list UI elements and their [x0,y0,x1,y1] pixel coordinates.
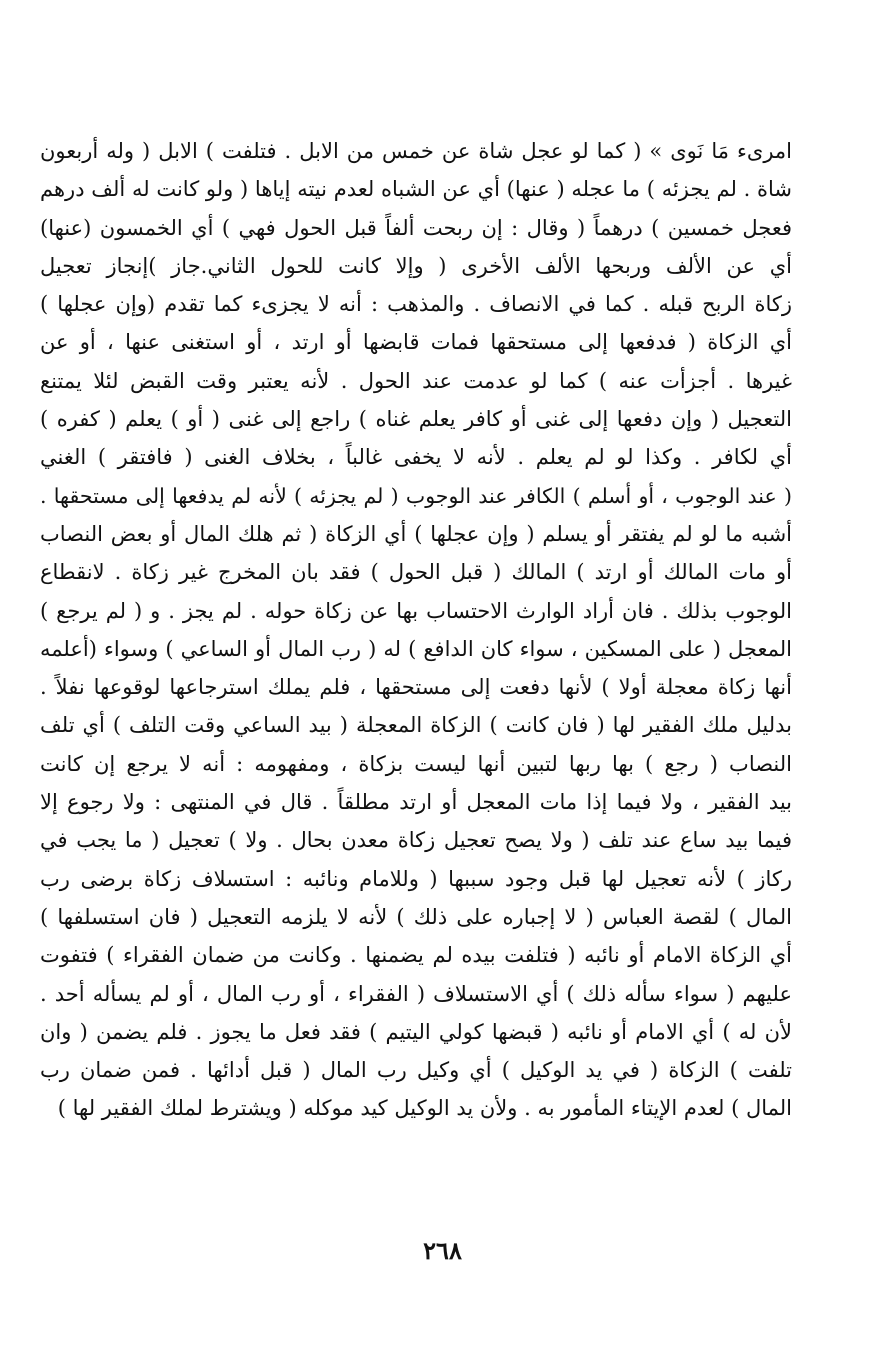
text-line: عليهم ( سواء سأله ذلك ) أي الاستسلاف ( الفقراء ، أو رب المال ، أو لم يسأله أحد . [40,981,792,1006]
text-line: بيد الفقير ، ولا فيما إذا مات المعجل أو ارتد مطلقاً . قال في المنتهى : ولا رجوع إلا [40,790,792,815]
text-line: زكاة الربح قبله . كما في الانصاف . والمذهب : أنه لا يجزىء كما تقدم (وإن عجلها ) [40,292,792,317]
text-line: أنها زكاة معجلة أولا ) لأنها دفعت إلى مستحقها ، فلم يملك استرجاعها لوقوعها نفلاً . [40,675,792,700]
text-line: أي الزكاة ( فدفعها إلى مستحقها فمات قابضها أو ارتد ، أو استغنى عنها ، أو عن [40,330,792,355]
text-line: تلفت ) الزكاة ( في يد الوكيل ) أي وكيل رب المال ( قبل أدائها . فمن ضمان رب [40,1058,792,1083]
text-line: لأن له ) أي الامام أو نائبه ( قبضها كولي اليتيم ) فقد فعل ما يجوز . فلم يضمن ( وان [40,1019,792,1044]
text-line: المعجل ( على المسكين ، سواء كان الدافع ) له ( رب المال أو الساعي ) وسواء (أعلمه [40,636,792,661]
text-line: غيرها . أجزأت عنه ) كما لو عدمت عند الحول . لأنه يعتبر وقت القبض لئلا يمتنع [40,368,792,393]
text-line: بدليل ملك الفقير لها ( فان كانت ) الزكاة المعجلة ( بيد الساعي وقت التلف ) أي تلف [40,713,792,738]
text-line: امرىء مَا نَوى » ( كما لو عجل شاة عن خمس من الابل . فتلفت ) الابل ( وله أربعون [40,139,792,163]
text-line: أي لكافر . وكذا لو لم يعلم . لأنه لا يخفى غالباً ، بخلاف الغنى ( فافتقر ) الغني [40,445,792,470]
text-line: أشبه ما لو لم يفتقر أو يسلم ( وإن عجلها ) أي الزكاة ( ثم هلك المال أو بعض النصاب [40,521,792,546]
text-line: ( عند الوجوب ، أو أسلم ) الكافر عند الوجوب ( لم يجزئه ) لأنه لم يدفعها إلى مستحقها . [40,483,792,508]
text-line: أي الزكاة الامام أو نائبه ( فتلفت بيده لم يضمنها . وكانت من ضمان الفقراء ) فتفوت [40,943,792,968]
text-line: أي عن الألف وربحها الألف الأخرى ( وإلا كانت للحول الثاني.جاز )إنجاز تعجيل [40,253,792,278]
text-line: أو مات المالك أو ارتد ) المالك ( قبل الحول ) فقد بان المخرج غير زكاة . لانقطاع [40,560,792,585]
text-line: الوجوب بذلك . فان أراد الوارث الاحتساب بها عن زكاة حوله . لم يجز . و ( لم يرجع ) [40,598,792,623]
text-line: شاة . لم يجزئه ) ما عجله ( عنها) أي عن الشباه لعدم نيته إياها ( ولو كانت له ألف درهم [40,177,792,202]
text-line: التعجيل ( وإن دفعها إلى غنى أو كافر يعلم غناه ) راجع إلى غنى ( أو ) يعلم ( كفره ) [40,407,792,432]
text-line: فعجل خمسين ) درهماً ( وقال : إن ربحت ألفاً قبل الحول فهي ) أي الخمسون (عنها) [40,215,792,240]
text-line: ركاز ) لأنه تعجيل لها قبل وجود سببها ( وللامام ونائبه : استسلاف زكاة برضى رب [40,866,792,891]
page-body-text [40,132,792,1128]
text-line: النصاب ( رجع ) بها ربها لتبين أنها ليست بزكاة ، ومفهومه : أنه لا يرجع إن كانت [40,751,792,776]
text-line: فيما بيد ساع عند تلف ( ولا يصح تعجيل زكاة معدن بحال . ولا ) تعجيل ( ما يجب في [40,828,792,853]
page-number: ٢٦٨ [423,1236,462,1265]
text-line: المال ) لقصة العباس ( لا إجباره على ذلك ) لأنه لا يلزمه التعجيل ( فان استسلفها ) [40,904,792,929]
text-line: المال ) لعدم الإيتاء المأمور به . ولأن يد الوكيل كيد موكله ( ويشترط لملك الفقير لها ) [57,1096,792,1121]
